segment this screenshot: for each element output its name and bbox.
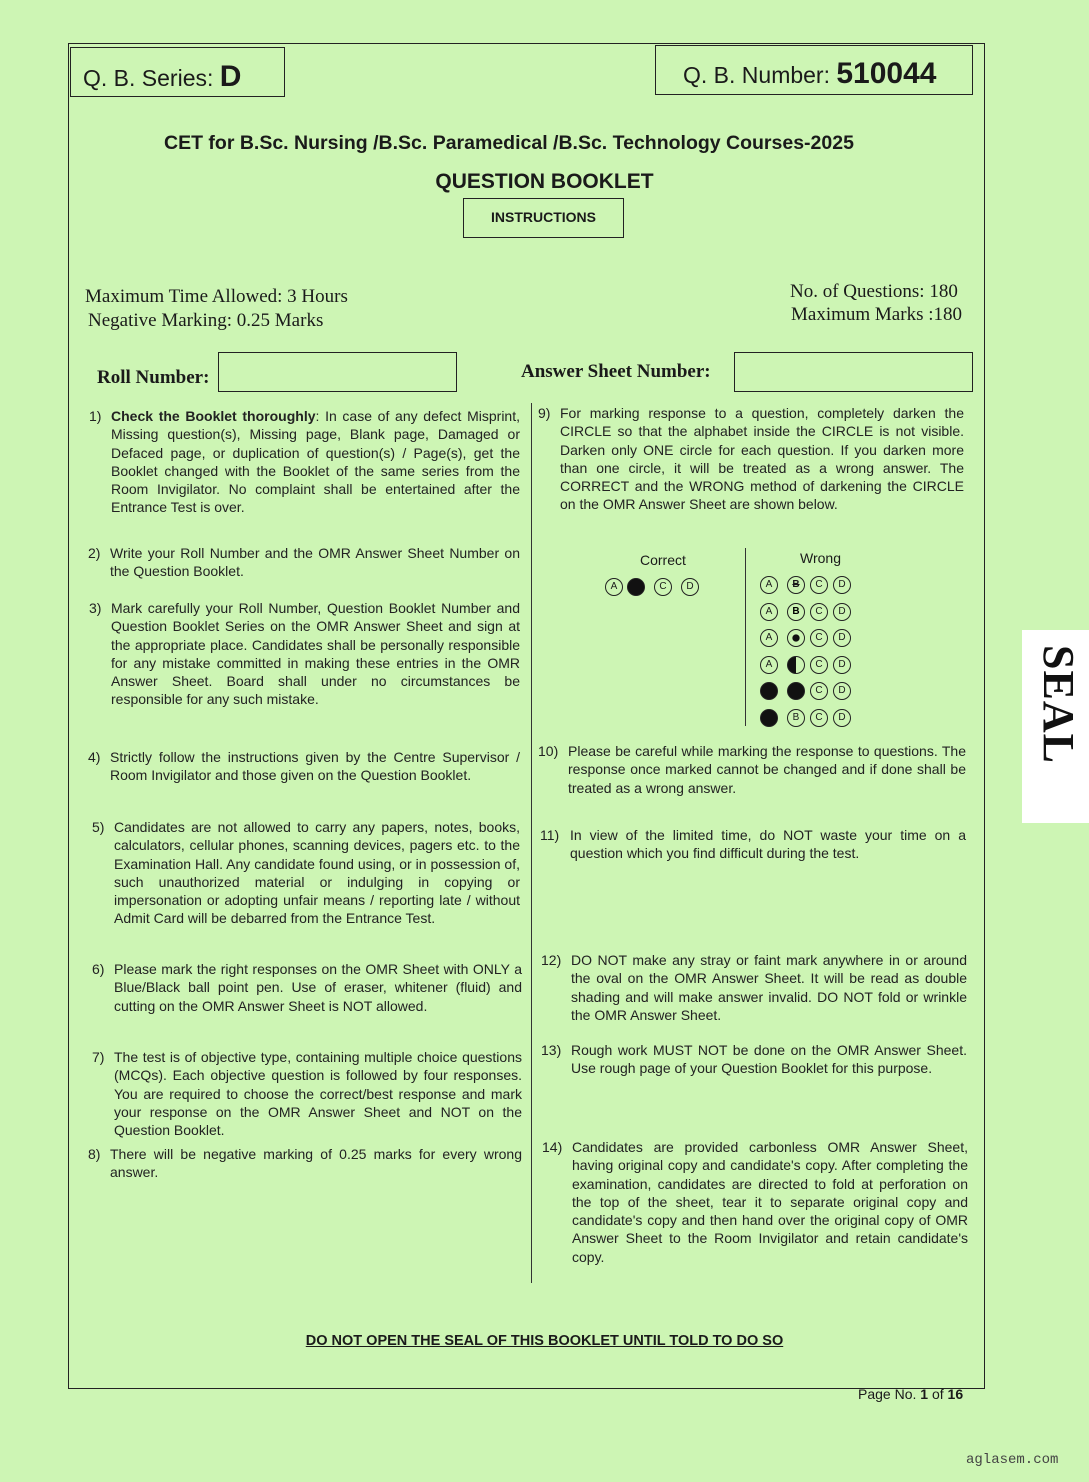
instruction-10: [538, 742, 966, 797]
max-time: Maximum Time Allowed: 3 Hours: [85, 286, 348, 307]
omr-wrong-bubble-2-c: C: [810, 603, 828, 621]
omr-wrong-bubble-6-c: C: [810, 709, 828, 727]
omr-wrong-bubble-6-a: [760, 709, 778, 727]
roll-number-label: Roll Number:: [97, 367, 210, 388]
omr-wrong-bubble-6-b: B: [787, 709, 805, 727]
answer-sheet-number-field[interactable]: [734, 352, 973, 392]
instruction-8-text: There will be negative marking of 0.25 marks for every wrong answer.: [110, 1146, 522, 1181]
omr-wrong-bubble-2-b: B: [787, 603, 805, 621]
omr-correct-bubble-b: [627, 578, 645, 596]
omr-wrong-bubble-3-b: [787, 629, 805, 647]
qb-number-heading: [683, 57, 936, 91]
omr-wrong-bubble-4-c: C: [810, 656, 828, 674]
omr-wrong-bubble-1-c: C: [810, 576, 828, 594]
negative-marking: Negative Marking: 0.25 Marks: [88, 310, 324, 331]
instruction-4-num: 4): [88, 749, 101, 765]
instruction-5-num: 5): [92, 819, 105, 835]
instruction-4: [88, 748, 520, 785]
watermark: aglasem.com: [966, 1452, 1059, 1468]
omr-wrong-label: Wrong: [800, 550, 841, 566]
instruction-7-text: The test is of objective type, containing multiple choice questions (MCQs). Each objective question is followed by four responses. You are required to choose the correct/best response and mark your response on the OMR Answer Sheet and NOT on the Question Booklet.: [114, 1049, 522, 1139]
omr-wrong-bubble-5-d: D: [833, 682, 851, 700]
instructions-label: INSTRUCTIONS: [491, 209, 596, 225]
omr-wrong-bubble-4-d: D: [833, 656, 851, 674]
instruction-8: [88, 1145, 522, 1182]
omr-correct-bubble-a: A: [605, 578, 623, 596]
instruction-11-text: In view of the limited time, do NOT waste your time on a question which you find difficult during the test.: [570, 827, 966, 862]
column-divider: [531, 403, 532, 1283]
instruction-4-text: Strictly follow the instructions given by the Centre Supervisor / Room Invigilator and those given on the Question Booklet.: [110, 749, 520, 784]
booklet-title: QUESTION BOOKLET: [435, 170, 654, 193]
series-value: D: [219, 60, 242, 93]
instruction-5: [92, 818, 520, 928]
instruction-14-num: 14): [542, 1139, 563, 1155]
omr-correct-bubble-d: D: [681, 578, 699, 596]
omr-wrong-bubble-2-a: A: [760, 603, 778, 621]
instruction-9: [538, 404, 964, 514]
instruction-3: [89, 599, 520, 709]
series-heading: [83, 60, 241, 94]
instruction-3-text: Mark carefully your Roll Number, Question Booklet Number and Question Booklet Series on the OMR Answer Sheet and sign at the appropriate place. Candidates shall be personally responsible for any mistake committed in making these entries in the OMR Answer Sheet. Board shall under no circumstances be responsible for any such mistake.: [111, 600, 520, 708]
instruction-8-num: 8): [88, 1146, 101, 1162]
instruction-1: [89, 407, 520, 517]
instruction-11: [540, 826, 966, 863]
instruction-11-num: 11): [540, 827, 560, 843]
instruction-12-num: 12): [541, 952, 562, 968]
omr-divider: [745, 548, 746, 726]
omr-wrong-bubble-5-b: [787, 682, 805, 700]
instruction-10-num: 10): [538, 743, 559, 759]
qb-number-value: 510044: [836, 57, 937, 90]
seal-label: SEAL: [1034, 645, 1083, 764]
omr-wrong-bubble-1-a: A: [760, 576, 778, 594]
roll-number-field[interactable]: [218, 352, 457, 392]
instruction-10-text: Please be careful while marking the response to questions. The response once marked cannot be changed and if done shall be treated as a wrong answer.: [568, 743, 966, 796]
page-prefix: Page No.: [858, 1386, 917, 1402]
answer-sheet-label: Answer Sheet Number:: [521, 361, 711, 382]
omr-wrong-bubble-2-d: D: [833, 603, 851, 621]
instruction-2: [88, 544, 520, 581]
instruction-1-lead: Check the Booklet thoroughly: [111, 408, 316, 424]
instruction-14: [542, 1138, 968, 1266]
omr-correct-bubble-c: C: [654, 578, 672, 596]
instruction-1-text: : In case of any defect Misprint, Missing question(s), Missing page, Blank page, Damaged or Defaced page, or duplication of question(s) / Page(s), get the Booklet changed with the Booklet of the same series from the Room Invigilator. No complaint shall be entertained after the Entrance Test is over.: [111, 408, 520, 516]
instruction-2-num: 2): [88, 545, 101, 561]
num-questions: No. of Questions: 180: [790, 281, 958, 302]
instruction-13-text: Rough work MUST NOT be done on the OMR Answer Sheet. Use rough page of your Question Booklet for this purpose.: [571, 1042, 967, 1077]
instruction-7: [92, 1048, 522, 1139]
omr-wrong-bubble-4-b: [787, 656, 805, 674]
omr-wrong-bubble-1-b: B: [787, 576, 805, 594]
page-number: [858, 1386, 963, 1402]
instruction-9-text: For marking response to a question, completely darken the CIRCLE so that the alphabet inside the CIRCLE is not visible. Darken only ONE circle for each question. If you darken more than one circle, it will be treated as a wrong answer. The CORRECT and the WRONG method of darkening the CIRCLE on the OMR Answer Sheet are shown below.: [560, 405, 964, 513]
instruction-13-num: 13): [541, 1042, 562, 1058]
omr-wrong-bubble-3-d: D: [833, 629, 851, 647]
instruction-6: [92, 960, 522, 1015]
seal-warning: DO NOT OPEN THE SEAL OF THIS BOOKLET UNTIL TOLD TO DO SO: [305, 1333, 784, 1349]
exam-title: CET for B.Sc. Nursing /B.Sc. Paramedical /B.Sc. Technology Courses-2025: [164, 132, 854, 154]
omr-wrong-bubble-3-a: A: [760, 629, 778, 647]
qb-number-label: Q. B. Number:: [683, 62, 830, 88]
page-of: of: [931, 1386, 944, 1402]
omr-correct-label: Correct: [640, 552, 686, 568]
instruction-6-text: Please mark the right responses on the OMR Sheet with ONLY a Blue/Black ball point pen. Use of eraser, whitener (fluid) and cutting on the OMR Answer Sheet is NOT allowed.: [114, 961, 522, 1014]
instruction-1-num: 1): [89, 408, 102, 424]
instruction-3-num: 3): [89, 600, 102, 616]
omr-wrong-bubble-3-c: C: [810, 629, 828, 647]
page-total: 16: [947, 1386, 964, 1402]
instruction-9-num: 9): [538, 405, 551, 421]
omr-wrong-bubble-5-c: C: [810, 682, 828, 700]
instruction-14-text: Candidates are provided carbonless OMR Answer Sheet, having original copy and candidate's copy. After completing the examination, candidates are directed to fold at perforation on the top of the sheet, tear it to separate original copy and candidate's copy and then hand over the original copy of OMR Answer Sheet to the Room Invigilator and retain candidate's copy.: [572, 1139, 968, 1265]
page-current: 1: [920, 1386, 929, 1402]
instruction-7-num: 7): [92, 1049, 105, 1065]
instruction-5-text: Candidates are not allowed to carry any papers, notes, books, calculators, cellular phones, scanning devices, pagers etc. to the Examination Hall. Any candidate found using, or in possession of, such unauthorized material or indulging in copying or impersonation or adopting unfair means / reporting late / without Admit Card will be debarred from the Entrance Test.: [114, 819, 520, 927]
omr-wrong-bubble-4-a: A: [760, 656, 778, 674]
max-marks: Maximum Marks :180: [791, 304, 962, 325]
instruction-2-text: Write your Roll Number and the OMR Answer Sheet Number on the Question Booklet.: [110, 545, 520, 580]
series-label: Q. B. Series:: [83, 65, 214, 91]
omr-wrong-bubble-6-d: D: [833, 709, 851, 727]
instruction-12-text: DO NOT make any stray or faint mark anywhere in or around the oval on the OMR Answer Sheet. It will be read as double shading and will make answer invalid. DO NOT fold or wrinkle the OMR Answer Sheet.: [571, 952, 967, 1023]
omr-wrong-bubble-1-d: D: [833, 576, 851, 594]
instruction-6-num: 6): [92, 961, 105, 977]
omr-wrong-bubble-5-a: [760, 682, 778, 700]
instruction-13: [541, 1041, 967, 1078]
instruction-12: [541, 951, 967, 1024]
